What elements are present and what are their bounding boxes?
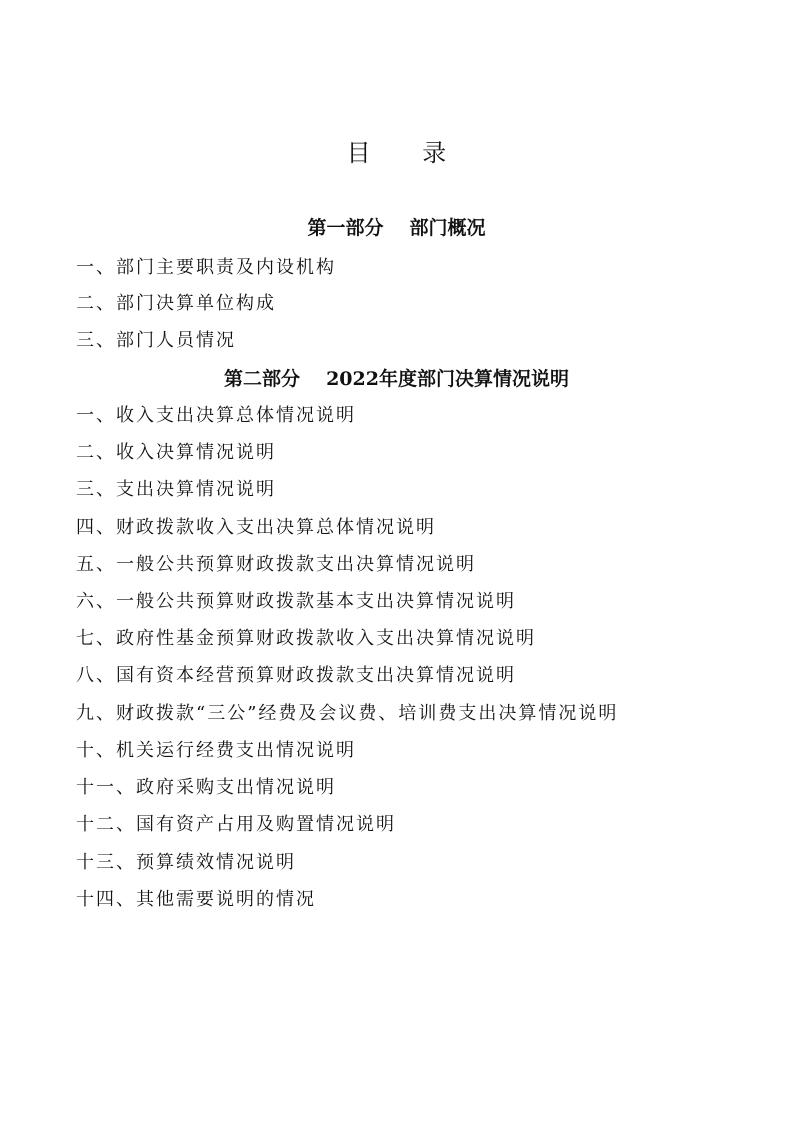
toc-item[interactable]: 十二、国有资产占用及购置情况说明 xyxy=(76,814,396,835)
toc-item[interactable]: 十、机关运行经费支出情况说明 xyxy=(76,740,356,761)
toc-item[interactable]: 五、一般公共预算财政拨款支出决算情况说明 xyxy=(76,554,476,575)
toc-item[interactable]: 二、收入决算情况说明 xyxy=(76,442,276,463)
toc-item[interactable]: 一、部门主要职责及内设机构 xyxy=(76,257,336,278)
toc-item[interactable]: 十三、预算绩效情况说明 xyxy=(76,852,296,873)
part2-heading-label: 第二部分 xyxy=(224,368,301,390)
page-title: 目 录 xyxy=(346,139,469,167)
toc-item[interactable]: 三、支出决算情况说明 xyxy=(76,479,276,500)
toc-item[interactable]: 十四、其他需要说明的情况 xyxy=(76,889,316,910)
toc-item[interactable]: 八、国有资本经营预算财政拨款支出决算情况说明 xyxy=(76,665,516,686)
part1-heading-label: 第一部分 xyxy=(307,217,384,239)
toc-item[interactable]: 九、财政拨款“三公”经费及会议费、培训费支出决算情况说明 xyxy=(76,703,619,724)
part1-heading-title: 部门概况 xyxy=(409,217,486,239)
toc-item[interactable]: 四、财政拨款收入支出决算总体情况说明 xyxy=(76,517,436,538)
toc-item[interactable]: 六、一般公共预算财政拨款基本支出决算情况说明 xyxy=(76,591,516,612)
toc-item[interactable]: 七、政府性基金预算财政拨款收入支出决算情况说明 xyxy=(76,628,536,649)
toc-item[interactable]: 一、收入支出决算总体情况说明 xyxy=(76,405,356,426)
part2-heading xyxy=(0,364,793,391)
toc-item[interactable]: 三、部门人员情况 xyxy=(76,330,236,351)
toc-item[interactable]: 十一、政府采购支出情况说明 xyxy=(76,777,336,798)
toc-item[interactable]: 二、部门决算单位构成 xyxy=(76,293,276,314)
part1-heading xyxy=(0,213,793,240)
part2-heading-title: 2022年度部门决算情况说明 xyxy=(326,368,569,390)
